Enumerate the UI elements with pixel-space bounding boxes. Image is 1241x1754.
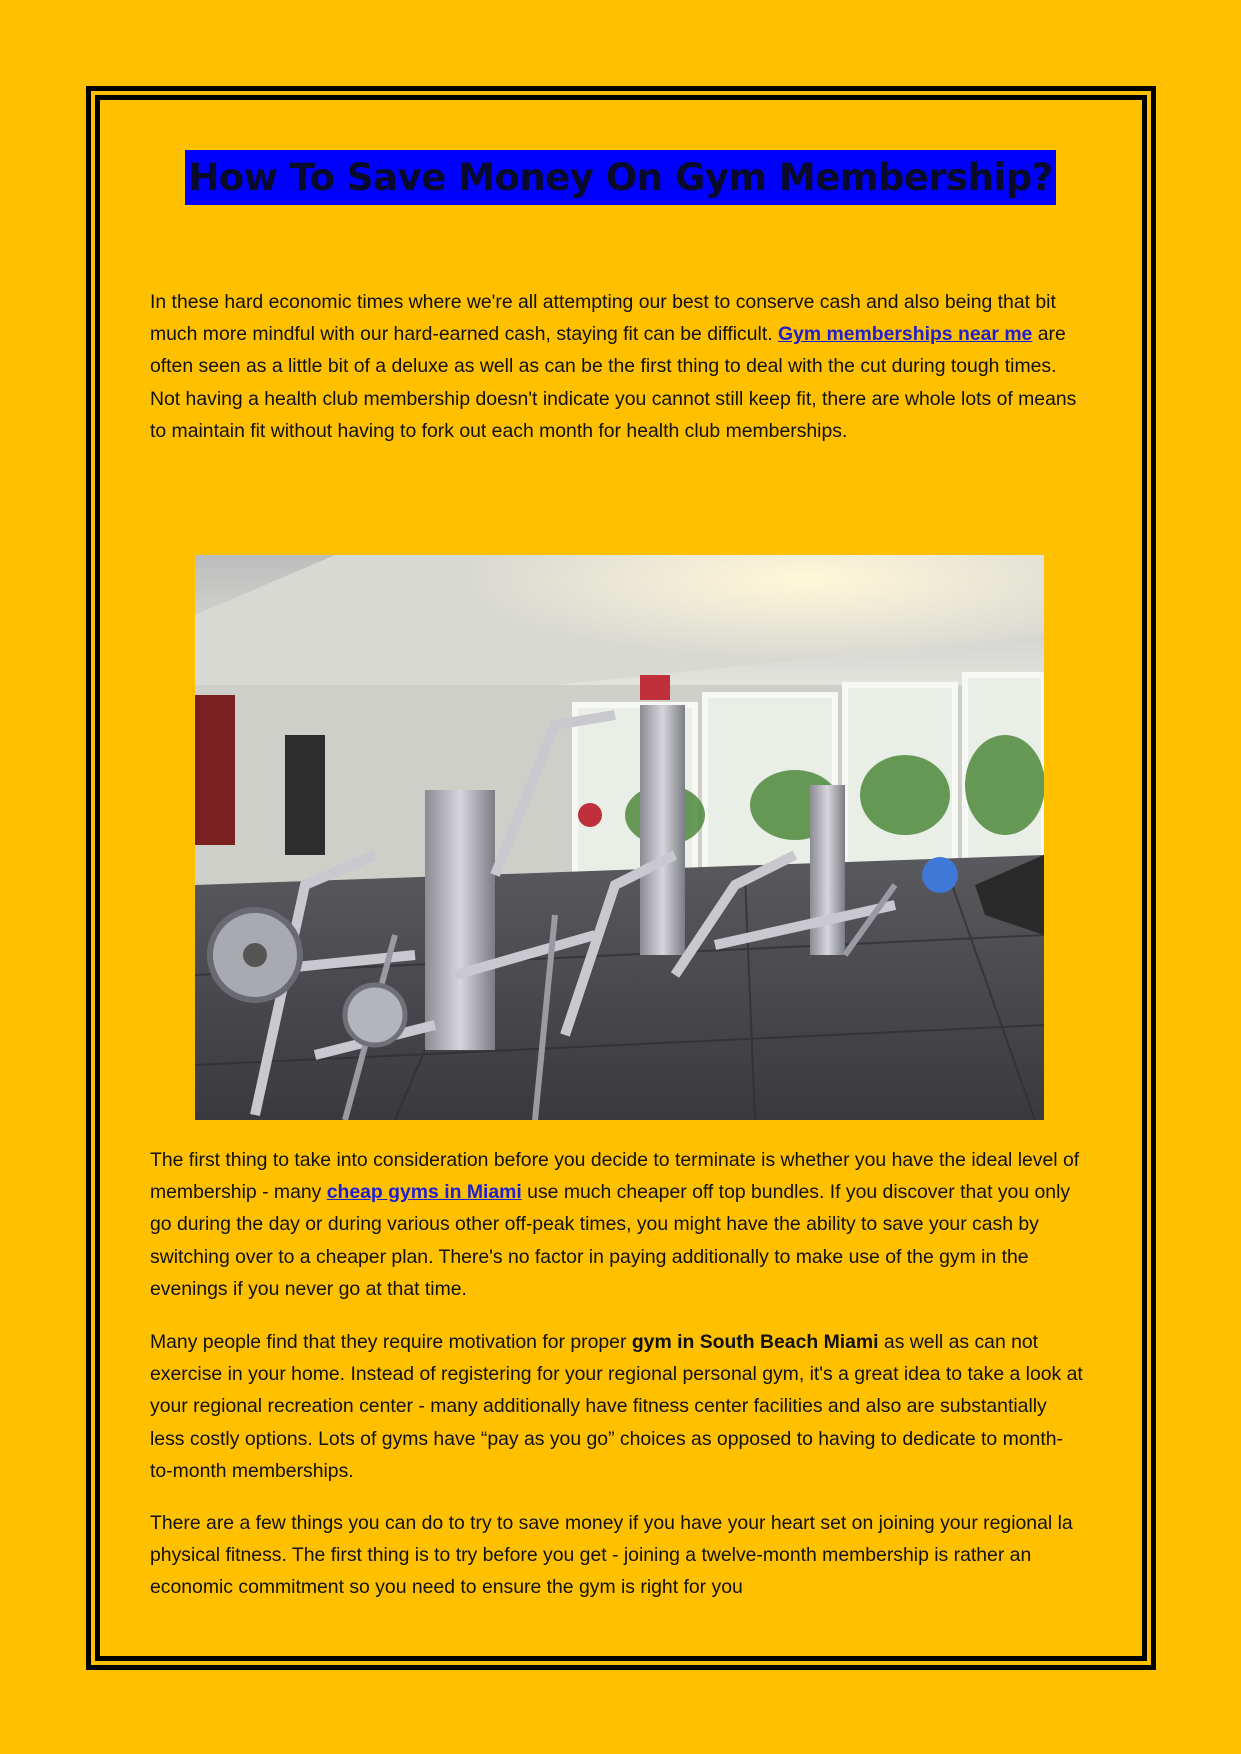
gym-south-beach-bold: gym in South Beach Miami <box>631 1331 879 1353</box>
paragraph-membership-level <box>150 1144 1085 1305</box>
paragraph-save-money <box>150 1507 1085 1604</box>
paragraph-intro-text-1: In these hard economic times where we're all attempting our best to conserve cash and also being that bit much more mindful with our hard-earned cash, staying fit can be difficult. <box>150 291 1056 346</box>
paragraph-intro-text-2: are often seen as a little bit of a deluxe as well as can be the first thing to deal with the cut during tough times. Not having a health club membership doesn't indicate you cannot still keep fit, there are whole lots of means to maintain fit without having to fork out each month for health club memberships. <box>150 323 1077 442</box>
gym-photo <box>195 555 1044 1120</box>
page-title: How To Save Money On Gym Membership? <box>185 150 1055 205</box>
paragraph-membership-text-2: use much cheaper off top bundles. If you discover that you only go during the day or during various other off-peak times, you might have the ability to save your cash by switching over to a cheaper plan. There's no factor in paying additionally to make use of the gym in the evenings if you never go at that time. <box>150 1181 1071 1300</box>
cheap-gyms-link[interactable]: cheap gyms in Miami <box>326 1181 522 1204</box>
paragraph-motivation <box>150 1326 1085 1487</box>
gym-memberships-link[interactable]: Gym memberships near me <box>778 323 1033 346</box>
paragraph-membership-text-1: The first thing to take into consideration before you decide to terminate is whether you have the ideal level of membership - many <box>150 1149 1080 1204</box>
paragraph-motivation-text-2: as well as can not exercise in your home. Instead of registering for your regional personal gym, it's a great idea to take a look at your regional recreation center - many additionally have fitness center facilities and also are substantially less costly options. Lots of gyms have “pay as you go” choices as opposed to having to dedicate to month-to-month memberships. <box>150 1331 1083 1482</box>
title-container <box>0 150 1241 205</box>
paragraph-intro <box>150 286 1085 447</box>
paragraph-motivation-text-1: Many people find that they require motivation for proper <box>150 1331 632 1353</box>
paragraph-save-money-text: There are a few things you can do to try to save money if you have your heart set on joining your regional la physical fitness. The first thing is to try before you get - joining a twelve-month membership is rather an economic commitment so you need to ensure the gym is right for you <box>150 1512 1073 1599</box>
